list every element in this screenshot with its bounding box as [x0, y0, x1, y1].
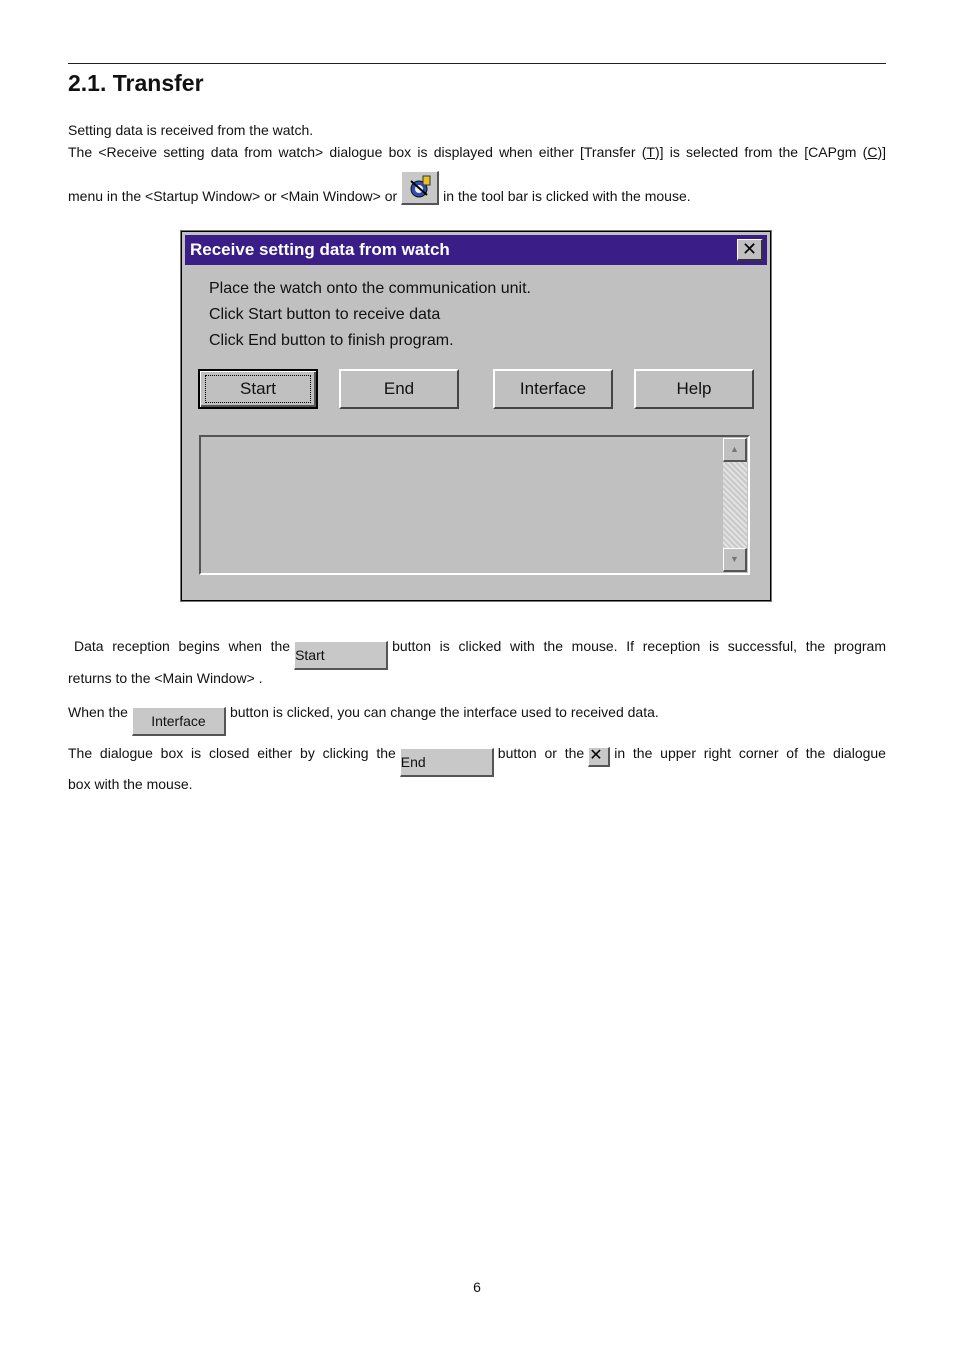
- dialog-message-1: Place the watch onto the communication unit.: [209, 280, 531, 297]
- end-button[interactable]: End: [339, 369, 459, 409]
- scroll-down-icon[interactable]: ▼: [723, 548, 747, 572]
- intro-line-1: Setting data is received from the watch.: [68, 122, 314, 138]
- para-close-line-1: The dialogue box is closed either by clicking theEndbutton or the ✕ in the upper right corner of the dialogue: [68, 735, 886, 777]
- start-button[interactable]: Start: [198, 369, 318, 409]
- para-interface: When theInterfacebutton is clicked, you can change the interface used to received data.: [68, 694, 659, 736]
- para-start-line-2: returns to the <Main Window> .: [68, 670, 263, 686]
- inline-start-button: Start: [294, 641, 388, 670]
- transfer-shortcut: T: [646, 144, 655, 160]
- capgm-shortcut: C: [867, 144, 878, 160]
- intro-line-2: The <Receive setting data from watch> dialogue box is displayed when either [Transfer (T)] is selected from the [CAPgm (C)]: [68, 144, 886, 160]
- page-number: 6: [473, 1279, 481, 1295]
- close-icon[interactable]: ✕: [737, 239, 763, 261]
- dialog-message-2: Click Start button to receive data: [209, 306, 441, 323]
- scroll-up-icon[interactable]: ▲: [723, 438, 747, 462]
- receive-dialog-screenshot: [181, 231, 771, 601]
- help-button[interactable]: Help: [634, 369, 754, 409]
- interface-button[interactable]: Interface: [493, 369, 613, 409]
- inline-close-icon: ✕: [588, 747, 610, 767]
- inline-end-button: End: [400, 748, 494, 777]
- para-start-line-1: Data reception begins when theStartbutton is clicked with the mouse. If reception is successful, the program: [68, 628, 886, 670]
- section-title: 2.1. Transfer: [68, 70, 204, 96]
- para-close-line-2: box with the mouse.: [68, 776, 193, 792]
- dialog-message-3: Click End button to finish program.: [209, 332, 454, 349]
- transfer-toolbar-icon: [401, 171, 439, 205]
- listbox-scrollbar[interactable]: [723, 438, 747, 572]
- intro-line-3: menu in the <Startup Window> or <Main Window> or in the tool bar is clicked with the mouse.: [68, 171, 691, 213]
- dialog-title: Receive setting data from watch: [190, 240, 450, 259]
- dialog-titlebar: [185, 235, 767, 265]
- status-listbox[interactable]: [199, 435, 750, 575]
- header-rule: [68, 63, 886, 64]
- inline-interface-button: Interface: [132, 707, 226, 736]
